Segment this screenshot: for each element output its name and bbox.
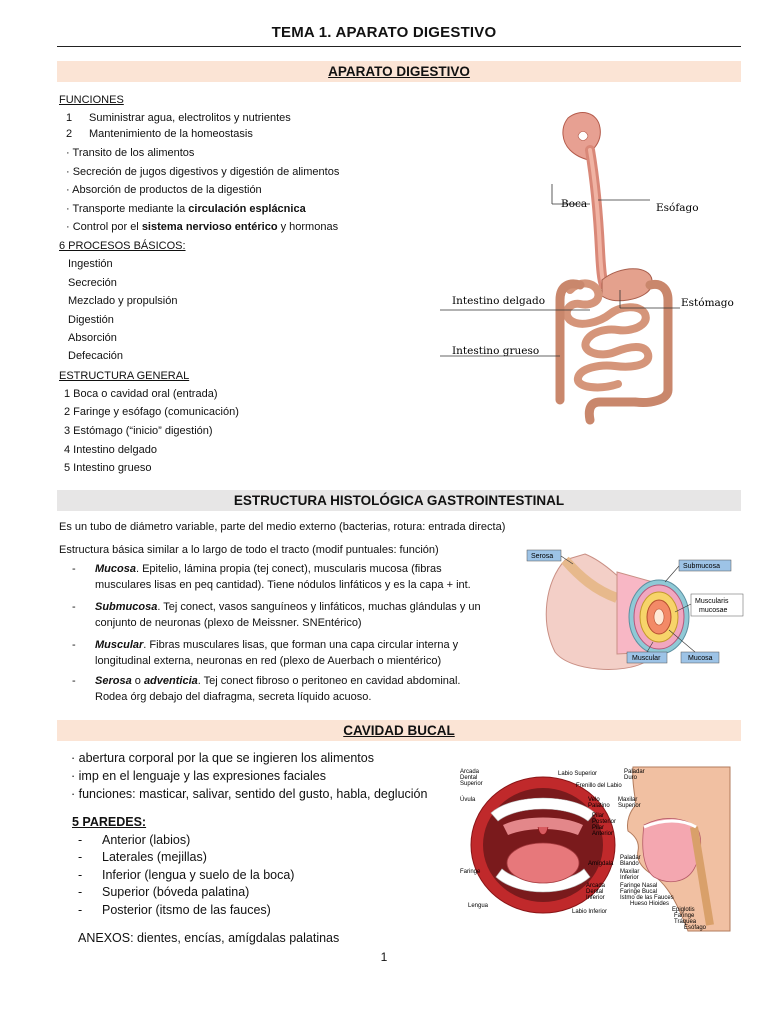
label-arcada: Arcada	[586, 883, 606, 889]
label-paladar: Paladar	[624, 769, 645, 775]
proceso-item: Ingestión	[68, 258, 113, 270]
histologia-intro: Estructura básica similar a lo largo de todo el tracto (modif puntuales: función)	[59, 544, 439, 556]
dash: -	[78, 885, 83, 899]
label-duro: Duro	[624, 775, 638, 781]
label-faringe: Faringe	[674, 913, 695, 919]
label-mucosae: mucosae	[699, 607, 728, 614]
label-esofago: Esófago	[656, 202, 699, 214]
label-palatino: Palatino	[588, 803, 610, 809]
term: adventicia	[143, 675, 198, 687]
label-superior: Superior	[460, 781, 483, 787]
text: o	[131, 675, 144, 687]
muscular-line: longitudinal externa, neuronas en red (plexo de Auerbach o mientérico)	[95, 655, 442, 667]
submucosa-line: conjunto de neuronas (plexo de Meissner. SNEntérico)	[95, 617, 362, 629]
estructura-item: 1 Boca o cavidad oral (entrada)	[64, 388, 218, 400]
funcion-item: Suministrar agua, electrolitos y nutrientes	[89, 112, 291, 124]
label-superior: Superior	[618, 803, 641, 809]
funcion-bullet: · Transito de los alimentos	[66, 147, 195, 159]
muscular-line	[95, 638, 458, 652]
label-paladar: Paladar	[620, 855, 641, 861]
label-boca: Boca	[561, 198, 588, 210]
dash: -	[78, 833, 83, 847]
label-anterior: Anterior	[592, 831, 614, 837]
proceso-item: Absorción	[68, 332, 117, 344]
funciones-heading: FUNCIONES	[59, 94, 124, 106]
histologia-intro: Es un tubo de diámetro variable, parte del medio externo (bacterias, rotura: entrada directa)	[59, 521, 506, 533]
label-faringe: Faringe	[460, 869, 481, 875]
label-muscularis: Muscularis	[695, 598, 729, 605]
pared-item: Inferior (lengua y suelo de la boca)	[102, 868, 295, 882]
label-posterior: Posterior	[592, 819, 617, 825]
teeth-shape	[578, 132, 588, 141]
label-intestino-delgado: Intestino delgado	[452, 295, 546, 307]
digestive-system-illustration	[440, 100, 740, 430]
title-divider	[57, 46, 741, 47]
funcion-bullet: · Absorción de productos de la digestión	[66, 184, 262, 196]
label-blando: Blando	[620, 861, 639, 867]
funcion-item: Mantenimiento de la homeostasis	[89, 128, 253, 140]
bold-term: sistema nervioso entérico	[141, 221, 278, 233]
bucal-bullet: · imp en el lenguaje y las expresiones faciales	[71, 769, 326, 783]
text: . Fibras musculares lisas, que forman una capa circular interna y	[143, 639, 459, 651]
label-faringe-nasal: Faringe Nasal	[620, 883, 658, 889]
label-uvula: Úvula	[460, 797, 476, 803]
label-estomago: Estómago	[681, 297, 734, 309]
dash: -	[72, 639, 76, 651]
proceso-item: Defecación	[68, 350, 124, 362]
label-istmo: Istmo de las Fauces	[620, 895, 674, 901]
section-title: APARATO DIGESTIVO	[328, 64, 470, 79]
proceso-item: Secreción	[68, 277, 117, 289]
dash: -	[78, 903, 83, 917]
label-labio-inferior: Labio Inferior	[572, 909, 608, 915]
label-serosa: Serosa	[531, 553, 554, 560]
label-esofago: Esófago	[684, 925, 707, 931]
bucal-bullet: · funciones: masticar, salivar, sentido del gusto, habla, deglución	[71, 787, 428, 801]
procesos-heading: 6 PROCESOS BÁSICOS:	[59, 240, 186, 252]
dash: -	[78, 850, 83, 864]
text: . Tej conect fibroso o peritoneo en cavidad abdominal.	[197, 675, 461, 687]
funcion-bullet-transporte	[66, 202, 306, 216]
estructura-item: 4 Intestino delgado	[64, 444, 157, 456]
serosa-line: Rodea órg debajo del diafragma, secreta líquido acuoso.	[95, 691, 372, 703]
section-header-aparato	[57, 61, 741, 82]
label-lengua: Lengua	[468, 903, 489, 909]
estructura-item: 2 Faringe y esófago (comunicación)	[64, 406, 239, 418]
label-amigdala: Amígdala	[588, 861, 614, 867]
section-header-histologia	[57, 490, 741, 511]
label-submucosa: Submucosa	[683, 563, 720, 570]
bucal-bullet: · abertura corporal por la que se ingieren los alimentos	[71, 751, 374, 765]
label-pilar: Pilar	[592, 813, 605, 819]
serosa-line	[95, 674, 461, 688]
term: Submucosa	[95, 601, 158, 613]
text: · Control por el	[66, 221, 142, 233]
label-pilar: Pilar	[592, 825, 605, 831]
anexos-text: ANEXOS: dientes, encías, amígdalas palatinas	[78, 931, 340, 945]
page-number: 1	[380, 950, 388, 964]
label-epiglotis: Epiglotis	[672, 907, 695, 913]
label-intestino-grueso: Intestino grueso	[452, 345, 540, 357]
section-title: ESTRUCTURA HISTOLÓGICA GASTROINTESTINAL	[233, 493, 565, 508]
funcion-bullet: · Secreción de jugos digestivos y digestión de alimentos	[66, 166, 340, 178]
funcion-number: 2	[66, 128, 73, 140]
term: Muscular	[95, 639, 144, 651]
paredes-heading: 5 PAREDES:	[72, 815, 147, 829]
term: Serosa	[95, 675, 132, 687]
label-traquea: Tráquea	[674, 919, 697, 925]
label-inferior: Inferior	[620, 875, 639, 881]
mucosa-line	[95, 562, 442, 576]
page-title: TEMA 1. APARATO DIGESTIVO	[271, 24, 497, 41]
label-maxilar: Maxilar	[618, 797, 638, 803]
bold-term: circulación esplácnica	[188, 203, 306, 215]
label-line	[665, 566, 679, 582]
label-labio-superior: Labio Superior	[558, 771, 598, 777]
mucosa-line: musculares lisas en peq cantidad). Tiene nódulos linfáticos y es la capa + int.	[95, 579, 471, 591]
dash: -	[72, 601, 76, 613]
lumen-center	[654, 609, 664, 625]
pared-item: Laterales (mejillas)	[102, 850, 207, 864]
label-maxilar: Maxilar	[620, 869, 640, 875]
label-muscular: Muscular	[632, 655, 661, 662]
estructura-item: 5 Intestino grueso	[64, 462, 152, 474]
text: . Tej conect, vasos sanguíneos y linfáticos, muchas glándulas y un	[157, 601, 481, 613]
pared-item: Anterior (labios)	[102, 833, 191, 847]
label-dental: Dental	[586, 889, 604, 895]
submucosa-line	[95, 600, 481, 614]
label-dental: Dental	[460, 775, 478, 781]
dash: -	[78, 868, 83, 882]
tongue-shape	[507, 843, 579, 883]
gi-layers-illustration	[525, 542, 745, 678]
label-inferior: Inferior	[586, 895, 605, 901]
label-frenillo: Frenillo del Labio	[576, 783, 622, 789]
dash: -	[72, 563, 76, 575]
funcion-bullet-control	[66, 220, 338, 234]
proceso-item: Digestión	[68, 314, 114, 326]
label-hioides: Hueso Hioides	[630, 901, 670, 907]
estructura-item: 3 Estómago (“inicio” digestión)	[64, 425, 213, 437]
funcion-number: 1	[66, 112, 73, 124]
text: · Transporte mediante la	[66, 203, 189, 215]
label-arcada: Arcada	[460, 769, 480, 775]
pared-item: Superior (bóveda palatina)	[102, 885, 250, 899]
text: . Epitelio, lámina propia (tej conect), muscularis mucosa (fibras	[135, 563, 442, 575]
oral-cavity-illustration	[458, 765, 738, 937]
section-header-bucal	[57, 720, 741, 741]
label-velo: Velo	[588, 797, 600, 803]
pared-item: Posterior (itsmo de las fauces)	[102, 903, 271, 917]
text: y hormonas	[277, 221, 339, 233]
proceso-item: Mezclado y propulsión	[68, 295, 178, 307]
dash: -	[72, 675, 76, 687]
estructura-heading: ESTRUCTURA GENERAL	[59, 370, 190, 382]
stomach-shape	[602, 269, 652, 301]
section-title: CAVIDAD BUCAL	[343, 723, 455, 738]
label-mucosa: Mucosa	[688, 655, 713, 662]
term: Mucosa	[95, 563, 136, 575]
label-faringe-bucal: Faringe Bucal	[620, 889, 658, 895]
